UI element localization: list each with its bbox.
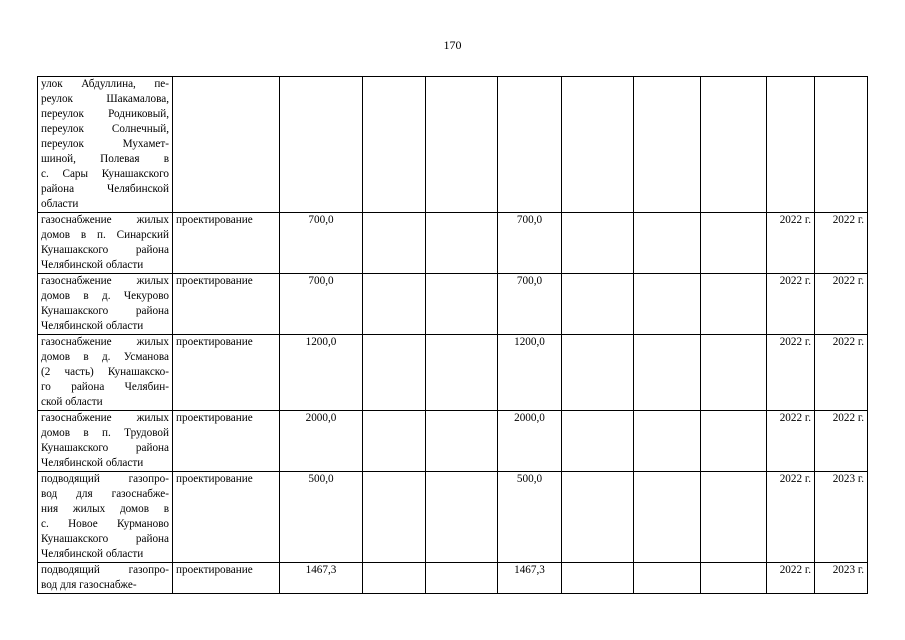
total-amount-cell: 2000,0 (280, 411, 363, 472)
amount-cell (701, 335, 767, 411)
amount-cell (498, 77, 562, 213)
amount-cell (634, 213, 701, 274)
amount-cell (426, 77, 498, 213)
object-name-line: го района Челябин- (41, 381, 169, 393)
object-name-line: газоснабжение жилых (41, 275, 169, 287)
object-name-line: домов в д. Усманова (41, 351, 169, 363)
end-year-cell: 2022 г. (815, 335, 868, 411)
object-name-line: домов в д. Чекурово (41, 290, 169, 302)
object-name-line: улок Абдуллина, пе- (41, 78, 169, 90)
start-year-cell (767, 77, 815, 213)
amount-cell: 2000,0 (498, 411, 562, 472)
table-row (38, 472, 868, 563)
amount-cell: 1467,3 (498, 563, 562, 594)
object-name-line: подводящий газопро- (41, 564, 169, 576)
total-amount-cell: 700,0 (280, 274, 363, 335)
object-name-line: газоснабжение жилых (41, 214, 169, 226)
amount-cell (426, 411, 498, 472)
object-name-cell (38, 411, 173, 472)
table-row (38, 77, 868, 213)
object-name-line: переулок Солнечный, (41, 123, 169, 135)
amount-cell (426, 563, 498, 594)
work-type-cell: проектирование (173, 213, 280, 274)
object-name-line: вод для газоснабже- (41, 488, 169, 500)
amount-cell (426, 274, 498, 335)
object-name-line: Челябинской области (41, 457, 144, 469)
object-name-cell (38, 77, 173, 213)
object-name-line: шиной, Полевая в (41, 153, 169, 165)
amount-cell (363, 335, 426, 411)
object-name-line: Челябинской области (41, 548, 144, 560)
object-name-line: Кунашакского района (41, 305, 169, 317)
amount-cell (701, 472, 767, 563)
object-name-cell (38, 335, 173, 411)
amount-cell: 500,0 (498, 472, 562, 563)
object-name-line: Кунашакского района (41, 442, 169, 454)
amount-cell (562, 335, 634, 411)
amount-cell (701, 411, 767, 472)
object-name-line: домов в п. Трудовой (41, 427, 169, 439)
amount-cell (426, 335, 498, 411)
work-type-cell (173, 77, 280, 213)
amount-cell (562, 213, 634, 274)
object-name-line: района Челябинской (41, 183, 169, 195)
object-name-line: домов в п. Синарский (41, 229, 169, 241)
end-year-cell: 2023 г. (815, 563, 868, 594)
amount-cell (634, 77, 701, 213)
object-name-line: вод для газоснабже- (41, 579, 137, 591)
end-year-cell: 2022 г. (815, 411, 868, 472)
end-year-cell: 2023 г. (815, 472, 868, 563)
work-type-cell: проектирование (173, 335, 280, 411)
start-year-cell: 2022 г. (767, 563, 815, 594)
amount-cell (562, 411, 634, 472)
table-row (38, 335, 868, 411)
document-table (37, 76, 868, 594)
amount-cell (562, 472, 634, 563)
amount-cell (701, 77, 767, 213)
table-row (38, 411, 868, 472)
amount-cell (363, 411, 426, 472)
end-year-cell: 2022 г. (815, 213, 868, 274)
object-name-line: Челябинской области (41, 259, 144, 271)
amount-cell (562, 77, 634, 213)
start-year-cell: 2022 г. (767, 472, 815, 563)
object-name-cell (38, 274, 173, 335)
object-name-cell (38, 213, 173, 274)
start-year-cell: 2022 г. (767, 411, 815, 472)
object-name-line: Кунашакского района (41, 244, 169, 256)
work-type-cell: проектирование (173, 563, 280, 594)
start-year-cell: 2022 г. (767, 335, 815, 411)
amount-cell (562, 563, 634, 594)
object-name-line: газоснабжение жилых (41, 336, 169, 348)
work-type-cell: проектирование (173, 274, 280, 335)
amount-cell: 1200,0 (498, 335, 562, 411)
object-name-cell (38, 472, 173, 563)
amount-cell (363, 77, 426, 213)
amount-cell (426, 472, 498, 563)
amount-cell (634, 274, 701, 335)
object-name-line: с. Сары Кунашакского (41, 168, 169, 180)
object-name-line: реулок Шакамалова, (41, 93, 169, 105)
table-row (38, 274, 868, 335)
end-year-cell (815, 77, 868, 213)
amount-cell (634, 335, 701, 411)
object-name-line: переулок Мухамет- (41, 138, 169, 150)
object-name-line: ния жилых домов в (41, 503, 169, 515)
amount-cell (363, 472, 426, 563)
start-year-cell: 2022 г. (767, 274, 815, 335)
object-name-line: переулок Родниковый, (41, 108, 169, 120)
amount-cell (363, 213, 426, 274)
amount-cell: 700,0 (498, 274, 562, 335)
object-name-line: Кунашакского района (41, 533, 169, 545)
total-amount-cell: 1200,0 (280, 335, 363, 411)
object-name-line: с. Новое Курманово (41, 518, 169, 530)
amount-cell (634, 563, 701, 594)
work-type-cell: проектирование (173, 411, 280, 472)
amount-cell (426, 213, 498, 274)
object-name-line: подводящий газопро- (41, 473, 169, 485)
page-number: 170 (443, 38, 462, 52)
amount-cell: 700,0 (498, 213, 562, 274)
amount-cell (634, 472, 701, 563)
total-amount-cell (280, 77, 363, 213)
table-body (38, 77, 868, 594)
amount-cell (701, 213, 767, 274)
object-name-line: области (41, 198, 79, 210)
amount-cell (701, 563, 767, 594)
total-amount-cell: 1467,3 (280, 563, 363, 594)
amount-cell (701, 274, 767, 335)
object-name-line: ской области (41, 396, 103, 408)
work-type-cell: проектирование (173, 472, 280, 563)
table-row (38, 563, 868, 594)
amount-cell (363, 563, 426, 594)
end-year-cell: 2022 г. (815, 274, 868, 335)
amount-cell (363, 274, 426, 335)
amount-cell (562, 274, 634, 335)
start-year-cell: 2022 г. (767, 213, 815, 274)
total-amount-cell: 500,0 (280, 472, 363, 563)
object-name-cell (38, 563, 173, 594)
table-row (38, 213, 868, 274)
object-name-line: (2 часть) Кунашакско- (41, 366, 169, 378)
total-amount-cell: 700,0 (280, 213, 363, 274)
object-name-line: Челябинской области (41, 320, 144, 332)
amount-cell (634, 411, 701, 472)
object-name-line: газоснабжение жилых (41, 412, 169, 424)
